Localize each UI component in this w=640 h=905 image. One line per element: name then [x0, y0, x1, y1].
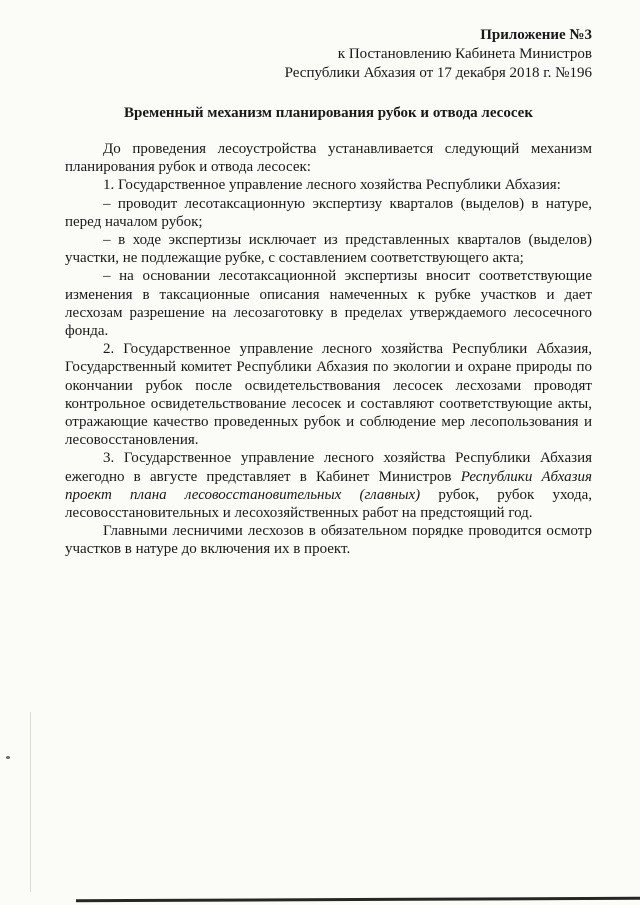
- paragraph-item-2: 2. Государственное управление лесного хозяйства Республики Абхазия, Государственный комитет Республики Абхазия по экологии и охране природы по окончании рубок после освидетельствования лесосек лесхозами проводят контрольное освидетельствование лесосек и составляют соответствующие акты, отражающие качество проведенных рубок и соблюдение мер лесопользования и лесовосстановления.: [65, 341, 592, 449]
- paragraph-dash-2: – в ходе экспертизы исключает из представленных кварталов (выделов) участки, не подлежащие рубке, с составлением соответствующего акта;: [65, 232, 592, 267]
- paragraph-item-3-part-1: 3. Государственное управление лесного хозяйства Республики Абхазия ежегодно в августе представляет в Кабинет Министров: [65, 450, 592, 485]
- scan-artifact-dot: [6, 756, 10, 759]
- paragraph-item-1: 1. Государственное управление лесного хозяйства Республики Абхазия:: [103, 177, 561, 194]
- paragraph-item-3: [65, 449, 592, 522]
- paragraph-intro: До проведения лесоустройства устанавливается следующий механизм планирования рубок и отвода лесосек:: [65, 141, 592, 176]
- paragraph-closing: Главными лесничими лесхозов в обязательном порядке проводится осмотр участков в натуре до включения их в проект.: [65, 523, 592, 558]
- document-header: [65, 26, 592, 83]
- paragraph-item-3-part-3: рубок, рубок ухода, лесовосстановительных и лесохозяйственных работ на предстоящий год.: [65, 486, 592, 522]
- paragraph-dash-1: – проводит лесотаксационную экспертизу кварталов (выделов) в натуре, перед началом рубок;: [65, 195, 592, 230]
- decree-reference-line-2: Республики Абхазия от 17 декабря 2018 г. №196: [284, 65, 592, 81]
- document-body: [65, 140, 592, 559]
- decree-reference-line-1: к Постановлению Кабинета Министров: [337, 46, 592, 62]
- document-title: Временный механизм планирования рубок и отвода лесосек: [124, 105, 533, 121]
- paragraph-item-3-italic-segment: Республики Абхазия проект плана лесовосстановительных (главных): [65, 468, 592, 503]
- scan-artifact-vertical-line: [30, 712, 31, 892]
- appendix-label: Приложение №3: [480, 27, 592, 43]
- scan-artifact-bottom-edge: [76, 897, 640, 902]
- paragraph-dash-3: – на основании лесотаксационной экспертизы вносит соответствующие изменения в таксационные описания намеченных к рубке участков и дает лесхозам разрешение на лесозаготовку в пределах утверждаемого лесосечного фонда.: [65, 268, 592, 340]
